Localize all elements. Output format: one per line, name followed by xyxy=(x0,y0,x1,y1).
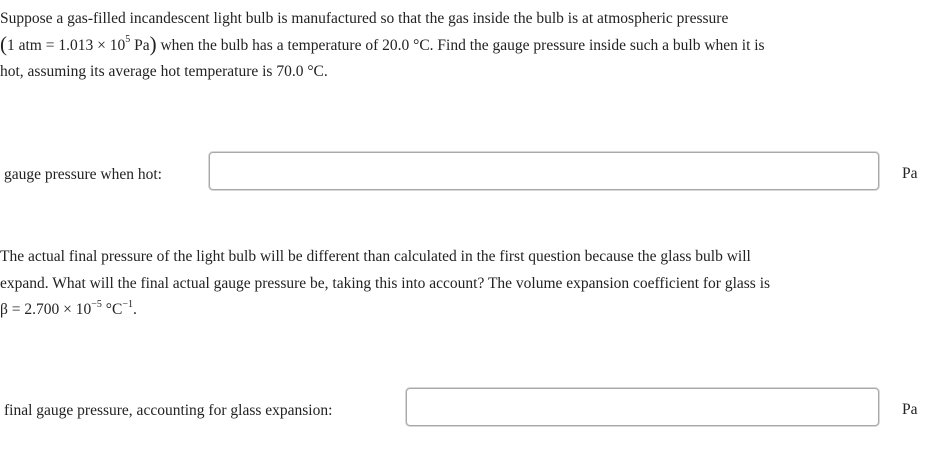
exponent: 5 xyxy=(125,34,131,46)
final-gauge-pressure-label: final gauge pressure, accounting for glass expansion: xyxy=(4,402,333,419)
question-1-line-3: hot, assuming its average hot temperature is 70.0 °C. xyxy=(0,63,328,80)
gauge-pressure-unit: Pa xyxy=(902,165,918,182)
close-paren: ) xyxy=(149,31,157,56)
question-1-line-2 xyxy=(0,33,765,60)
exponent-minus-five: −5 xyxy=(91,298,102,310)
question-2-line-2: expand. What will the final actual gauge pressure be, taking this into account? The volume expansion coefficient for glass is xyxy=(0,274,771,292)
open-paren: ( xyxy=(0,31,7,56)
beta-equation: β = 2.700 × 10 xyxy=(0,301,92,318)
question-2-text xyxy=(0,244,770,324)
question-2-line-1: The actual final pressure of the light bulb will be different than calculated in the first question because the glass bulb will xyxy=(0,248,751,265)
celsius-unit: °C xyxy=(101,301,123,318)
period: . xyxy=(132,301,137,318)
question-1-line-1: Suppose a gas-filled incandescent light bulb is manufactured so that the gas inside the bulb is at atmospheric pressure xyxy=(0,10,729,27)
pascal-unit: Pa xyxy=(130,36,150,54)
final-gauge-pressure-unit: Pa xyxy=(902,401,918,418)
gauge-pressure-input[interactable] xyxy=(209,152,879,190)
atm-equation: 1 atm = 1.013 × 10 xyxy=(7,36,126,54)
question-2-line-3 xyxy=(0,297,770,324)
final-gauge-pressure-input[interactable] xyxy=(406,388,879,426)
exponent-minus-one: −1 xyxy=(122,298,133,310)
gauge-pressure-label: gauge pressure when hot: xyxy=(4,166,162,183)
question-1-text xyxy=(0,6,765,86)
question-1-line-2-rest: when the bulb has a temperature of 20.0 °C. Find the gauge pressure inside such a bulb when it is xyxy=(156,36,765,54)
